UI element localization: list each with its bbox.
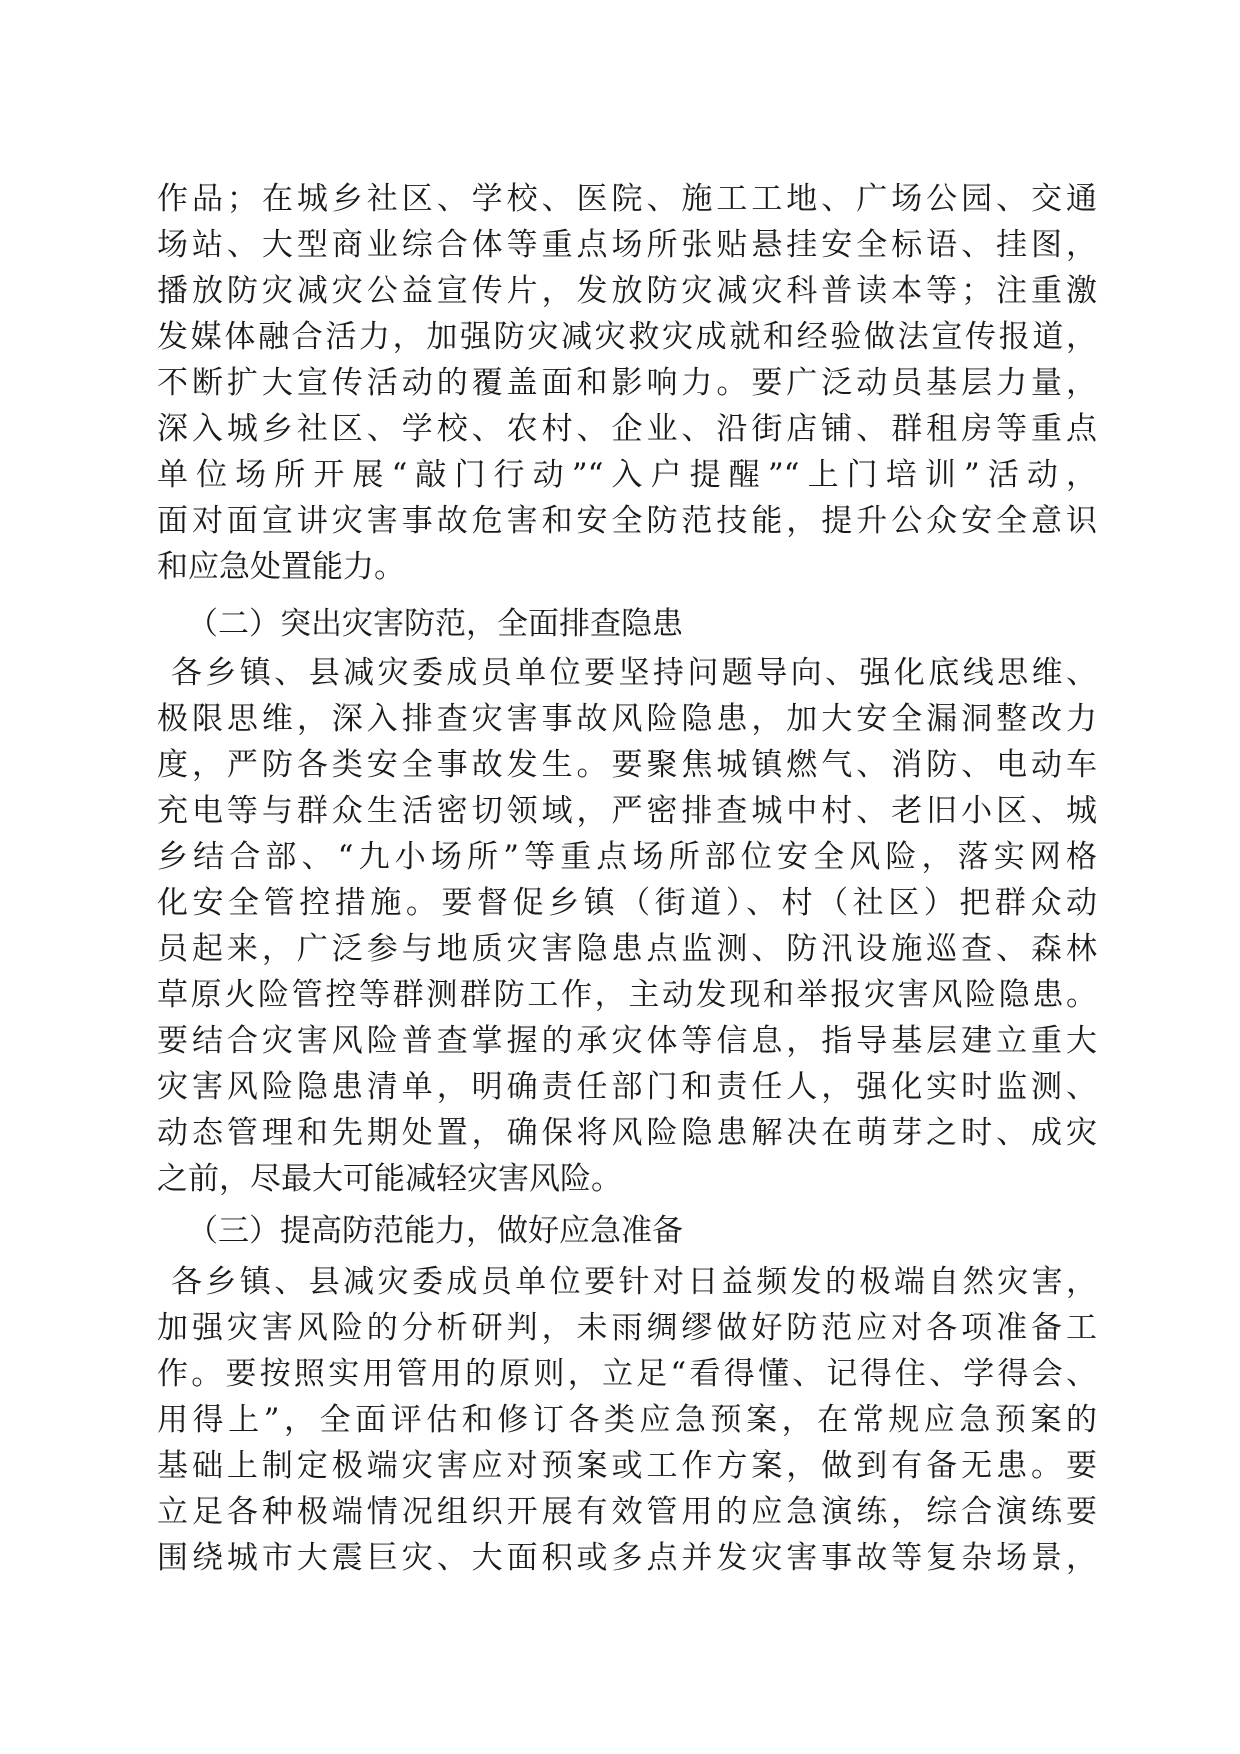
text-line: 作。要按照实用管用的原则，立足“看得懂、记得住、学得会、: [157, 1356, 1097, 1392]
text-line: 各乡镇、县减灾委成员单位要针对日益频发的极端自然灾害，: [171, 1264, 1097, 1300]
text-line: 动态管理和先期处置，确保将风险隐患解决在萌芽之时、成灾: [157, 1115, 1097, 1151]
text-line: 基础上制定极端灾害应对预案或工作方案，做到有备无患。要: [157, 1448, 1097, 1484]
text-line: 场站、大型商业综合体等重点场所张贴悬挂安全标语、挂图，: [157, 227, 1097, 263]
text-line: 和应急处置能力。: [157, 549, 405, 585]
text-line: 要结合灾害风险普查掌握的承灾体等信息，指导基层建立重大: [157, 1023, 1097, 1059]
text-line: 立足各种极端情况组织开展有效管用的应急演练，综合演练要: [157, 1494, 1097, 1530]
section-heading: （二）突出灾害防范，全面排查隐患: [187, 606, 683, 642]
section-heading: （三）提高防范能力，做好应急准备: [187, 1213, 683, 1249]
text-line: 极限思维，深入排查灾害事故风险隐患，加大安全漏洞整改力: [157, 701, 1097, 737]
text-line: 深入城乡社区、学校、农村、企业、沿街店铺、群租房等重点: [157, 411, 1097, 447]
text-line: 用得上”，全面评估和修订各类应急预案，在常规应急预案的: [157, 1402, 1097, 1438]
text-line: 围绕城市大震巨灾、大面积或多点并发灾害事故等复杂场景，: [157, 1540, 1097, 1576]
text-line: 乡结合部、“九小场所”等重点场所部位安全风险，落实网格: [157, 839, 1097, 875]
text-line: 播放防灾减灾公益宣传片，发放防灾减灾科普读本等；注重激: [157, 273, 1097, 309]
text-line: 加强灾害风险的分析研判，未雨绸缪做好防范应对各项准备工: [157, 1310, 1097, 1346]
text-line: 之前，尽最大可能减轻灾害风险。: [157, 1161, 622, 1197]
text-line: 灾害风险隐患清单，明确责任部门和责任人，强化实时监测、: [157, 1069, 1097, 1105]
text-line: 各乡镇、县减灾委成员单位要坚持问题导向、强化底线思维、: [171, 655, 1097, 691]
text-line: 度，严防各类安全事故发生。要聚焦城镇燃气、消防、电动车: [157, 747, 1097, 783]
text-line: 草原火险管控等群测群防工作，主动发现和举报灾害风险隐患。: [157, 977, 1097, 1013]
text-line: 面对面宣讲灾害事故危害和安全防范技能，提升公众安全意识: [157, 503, 1097, 539]
text-line: 化安全管控措施。要督促乡镇（街道）、村（社区）把群众动: [157, 885, 1097, 921]
text-line: 作品；在城乡社区、学校、医院、施工工地、广场公园、交通: [157, 181, 1097, 217]
text-line: 员起来，广泛参与地质灾害隐患点监测、防汛设施巡查、森林: [157, 931, 1097, 967]
text-line: 单位场所开展“敲门行动”“入户提醒”“上门培训”活动，: [157, 457, 1097, 493]
text-line: 不断扩大宣传活动的覆盖面和影响力。要广泛动员基层力量，: [157, 365, 1097, 401]
text-line: 充电等与群众生活密切领域，严密排查城中村、老旧小区、城: [157, 793, 1097, 829]
text-line: 发媒体融合活力，加强防灾减灾救灾成就和经验做法宣传报道，: [157, 319, 1097, 355]
